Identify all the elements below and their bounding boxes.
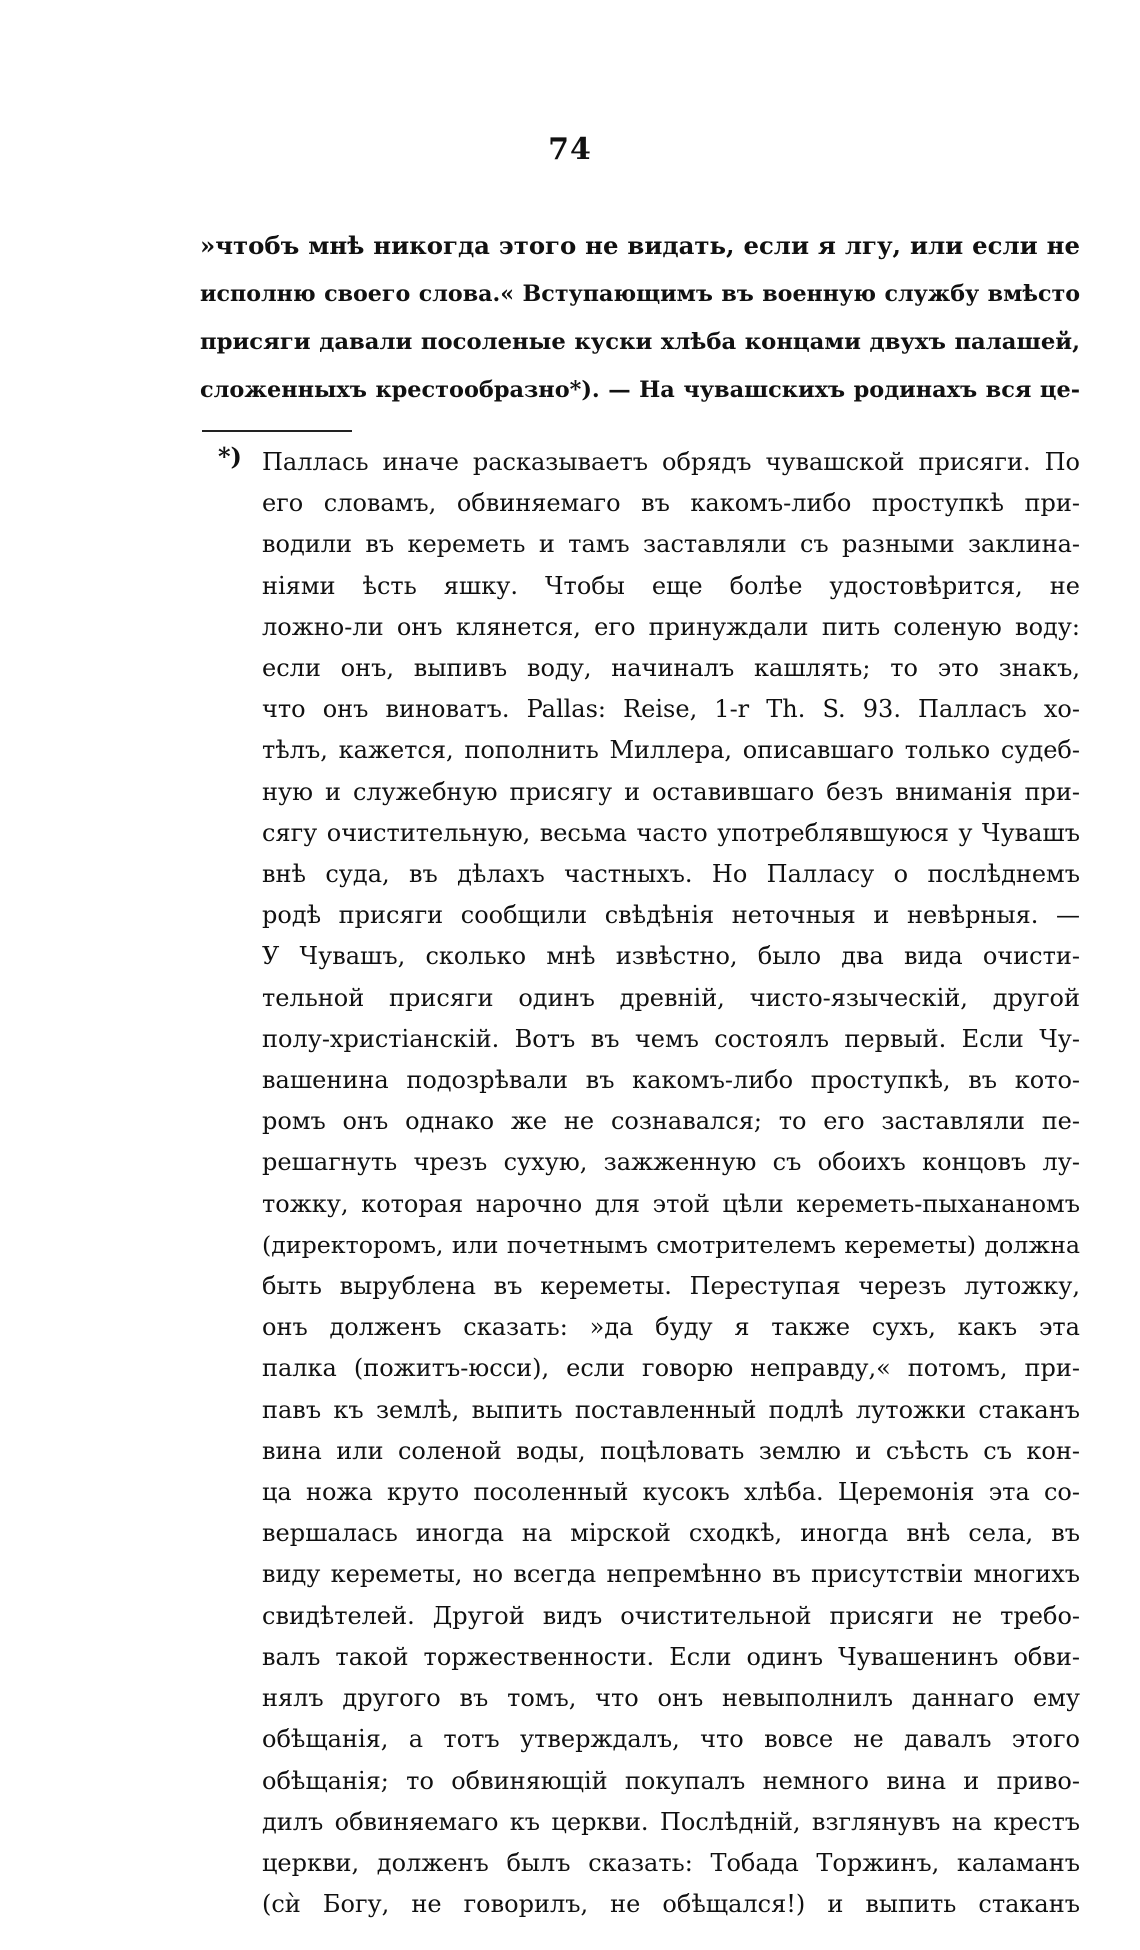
main-text-block <box>200 222 1080 414</box>
footnote-line: полу-христіанскій. Вотъ въ чемъ состоялъ первый. Если Чу- <box>262 1024 1080 1053</box>
footnote-line: павъ къ землѣ, выпить поставленный подлѣ лутожки стаканъ <box>262 1395 1080 1424</box>
footnote-line: вина или соленой воды, поцѣловать землю и съѣсть съ кон- <box>262 1436 1080 1465</box>
footnote-line: ложно-ли онъ клянется, его принуждали пить соленую воду: <box>262 612 1080 641</box>
footnote-line: водили въ кереметь и тамъ заставляли съ разными заклина- <box>262 530 1080 559</box>
footnote-line: ца ножа круто посоленный кусокъ хлѣба. Церемонія эта со- <box>262 1478 1080 1507</box>
footnote-line: что онъ виноватъ. Pallas: Reise, 1-r Th. S. 93. Палласъ хо- <box>262 695 1080 724</box>
footnote-line: обѣщанія; то обвиняющій покупалъ немного вина и приво- <box>262 1766 1080 1795</box>
footnote-line: нялъ другого въ томъ, что онъ невыполнилъ даннаго ему <box>262 1684 1080 1713</box>
footnote-line: если онъ, выпивъ воду, начиналъ кашлять; то это знакъ, <box>262 654 1080 683</box>
footnote-line: ную и служебную присягу и оставившаго безъ вниманія при- <box>262 777 1080 806</box>
footnote-line: онъ долженъ сказать: »да буду я также сухъ, какъ эта <box>262 1313 1080 1342</box>
footnote-line: тожку, которая нарочно для этой цѣли кереметь-пыхананомъ <box>262 1189 1080 1218</box>
footnote-line: сягу очистительную, весьма часто употреблявшуюся у Чувашъ <box>262 818 1080 847</box>
footnote-line: ніями ѣсть яшку. Чтобы еще болѣе удостовѣрится, не <box>262 571 1080 600</box>
footnote-line: обѣщанія, а тотъ утверждалъ, что вовсе не давалъ этого <box>262 1725 1080 1754</box>
footnote-marker: *) <box>218 442 242 471</box>
footnote-line: ромъ онъ однако же не сознавался; то его заставляли пе- <box>262 1107 1080 1136</box>
footnote-line: церкви, долженъ былъ сказать: Тобада Торжинъ, каламанъ <box>262 1848 1080 1877</box>
footnote-line: Паллась иначе расказываетъ обрядъ чувашской присяги. По <box>262 448 1080 476</box>
footnote-line: валъ такой торжественности. Если одинъ Чувашенинъ обви- <box>262 1642 1080 1671</box>
footnote-line: его словамъ, обвиняемаго въ какомъ-либо проступкѣ при- <box>262 489 1080 518</box>
footnote-block <box>262 432 1080 1925</box>
main-text-line: присяги давали посоленые куски хлѣба концами двухъ палашей, <box>200 329 1080 355</box>
footnote-line: вашенина подозрѣвали въ какомъ-либо проступкѣ, въ кото- <box>262 1066 1080 1095</box>
main-text-line: исполню своего слова.« Вступающимъ въ военную службу вмѣсто <box>200 281 1080 307</box>
footnote-line: тѣлъ, кажется, пополнить Миллера, описавшаго только судеб- <box>262 736 1080 765</box>
main-text-line: сложенныхъ крестообразно*). — На чувашскихъ родинахъ вся це- <box>200 377 1080 403</box>
footnote-line: вершалась иногда на мірской сходкѣ, иногда внѣ села, въ <box>262 1519 1080 1548</box>
page-number: 74 <box>548 132 592 167</box>
footnote-line: свидѣтелей. Другой видъ очистительной присяги не требо- <box>262 1601 1080 1630</box>
footnote-line: виду кереметы, но всегда непремѣнно въ присутствіи многихъ <box>262 1560 1080 1589</box>
footnote-line: (сѝ Богу, не говорилъ, не обѣщался!) и выпить стаканъ <box>262 1890 1080 1919</box>
footnote-line: родѣ присяги сообщили свѣдѣнія неточныя и невѣрныя. — <box>262 901 1080 930</box>
main-text-line: »чтобъ мнѣ никогда этого не видать, если я лгу, или если не <box>200 231 1080 260</box>
footnote-line: тельной присяги одинъ древній, чисто-языческій, другой <box>262 983 1080 1012</box>
footnote-line: У Чувашъ, сколько мнѣ извѣстно, было два вида очисти- <box>262 942 1080 971</box>
footnote-line: дилъ обвиняемаго къ церкви. Послѣдній, взглянувъ на крестъ <box>262 1807 1080 1836</box>
footnote-line: быть вырублена въ кереметы. Переступая черезъ лутожку, <box>262 1272 1080 1301</box>
footnote-line: палка (пожитъ-юсси), если говорю неправду,« потомъ, при- <box>262 1354 1080 1383</box>
footnote-line: решагнуть чрезъ сухую, зажженную съ обоихъ концовъ лу- <box>262 1148 1080 1177</box>
footnote-line: внѣ суда, въ дѣлахъ частныхъ. Но Палласу о послѣднемъ <box>262 860 1080 889</box>
footnote-line: (директоромъ, или почетнымъ смотрителемъ кереметы) должна <box>262 1230 1080 1259</box>
